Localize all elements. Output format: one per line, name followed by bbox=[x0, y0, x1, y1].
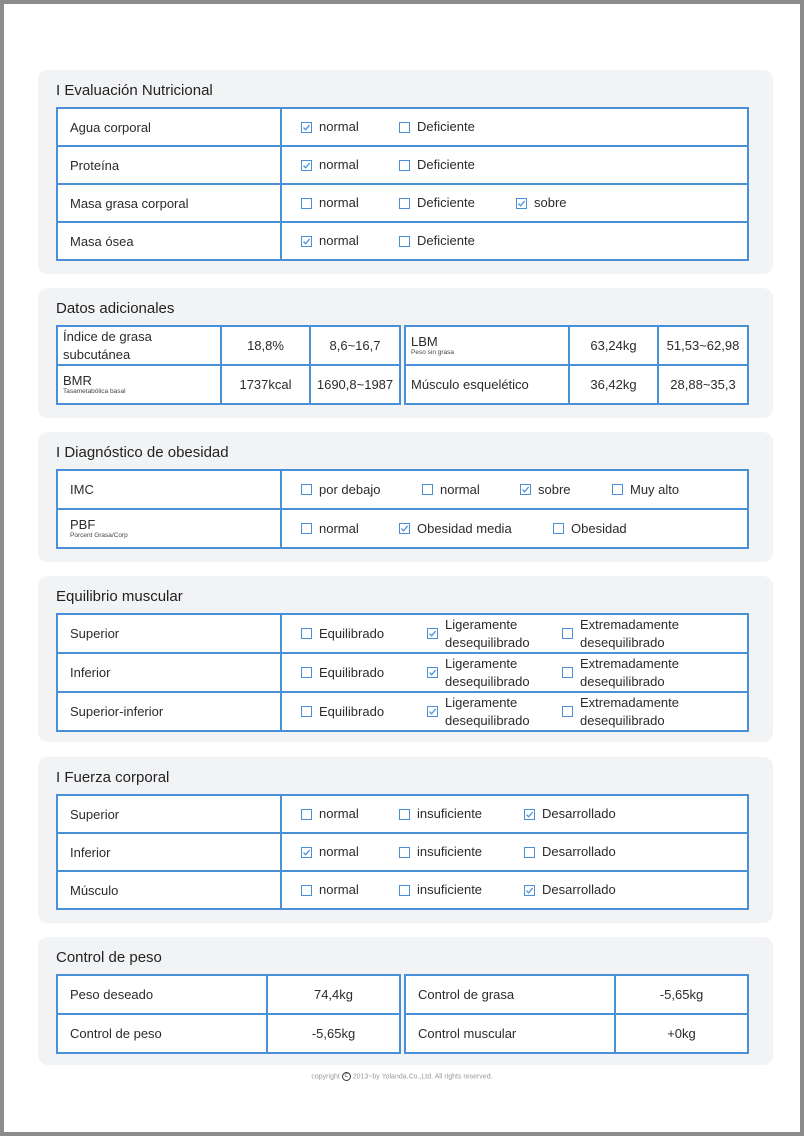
weight-label: Control de grasa bbox=[405, 975, 615, 1014]
weight-section bbox=[38, 937, 773, 1065]
checkbox[interactable] bbox=[612, 484, 623, 495]
table-row bbox=[57, 222, 748, 260]
checkbox[interactable] bbox=[301, 706, 312, 717]
report-page bbox=[4, 4, 800, 1132]
copyright-prefix: copyright bbox=[311, 1073, 340, 1081]
weight-value: -5,65kg bbox=[615, 975, 748, 1014]
checkbox[interactable] bbox=[399, 236, 410, 247]
weight-right-table bbox=[404, 974, 749, 1054]
metric-label: LBM bbox=[411, 334, 438, 349]
table-row bbox=[57, 509, 748, 548]
row-label: Superior bbox=[57, 614, 281, 653]
checkbox[interactable] bbox=[399, 809, 410, 820]
option[interactable]: Equilibrado bbox=[301, 703, 413, 721]
checkbox-checked[interactable] bbox=[524, 809, 535, 820]
checkbox[interactable] bbox=[301, 809, 312, 820]
checkbox[interactable] bbox=[562, 628, 573, 639]
checkbox-checked[interactable] bbox=[301, 160, 312, 171]
row-label: Músculo bbox=[57, 871, 281, 909]
option[interactable]: Ligeramente desequilibrado bbox=[427, 655, 562, 691]
balance-section bbox=[38, 576, 773, 742]
option[interactable]: Deficiente bbox=[399, 156, 475, 174]
table-row bbox=[57, 975, 400, 1014]
option[interactable]: Obesidad bbox=[553, 520, 627, 538]
copyright-footer bbox=[4, 1072, 800, 1081]
option[interactable]: Ligeramente desequilibrado bbox=[427, 694, 562, 730]
checkbox-checked[interactable] bbox=[301, 847, 312, 858]
table-row bbox=[57, 184, 748, 222]
checkbox[interactable] bbox=[301, 198, 312, 209]
option[interactable]: normal bbox=[301, 520, 381, 538]
option[interactable]: insuficiente bbox=[399, 805, 506, 823]
option[interactable]: Deficiente bbox=[399, 194, 499, 212]
obesity-table bbox=[56, 469, 749, 549]
option[interactable]: normal bbox=[301, 881, 381, 899]
option[interactable]: Desarrollado bbox=[524, 843, 616, 861]
option[interactable]: Extremadamente desequilibrado bbox=[562, 616, 710, 652]
option[interactable]: Ligeramente desequilibrado bbox=[427, 616, 562, 652]
weight-label: Control de peso bbox=[57, 1014, 267, 1053]
obesity-section bbox=[38, 432, 773, 562]
weight-value: +0kg bbox=[615, 1014, 748, 1053]
checkbox[interactable] bbox=[399, 847, 410, 858]
copyright-icon: C bbox=[342, 1072, 351, 1081]
option[interactable]: por debajo bbox=[301, 481, 404, 499]
row-sublabel: Porcent Grasa/Corp bbox=[70, 532, 128, 539]
section-title: Control de peso bbox=[56, 949, 162, 966]
row-label: PBF bbox=[70, 517, 96, 532]
table-row bbox=[57, 871, 748, 909]
row-label: Proteína bbox=[57, 146, 281, 184]
option[interactable]: Muy alto bbox=[612, 481, 679, 499]
option[interactable]: Extremadamente desequilibrado bbox=[562, 655, 710, 691]
option[interactable]: Deficiente bbox=[399, 118, 475, 136]
row-label: Superior bbox=[57, 795, 281, 833]
row-label: Inferior bbox=[57, 653, 281, 692]
strength-table bbox=[56, 794, 749, 910]
option[interactable]: Desarrollado bbox=[524, 881, 616, 899]
checkbox[interactable] bbox=[399, 122, 410, 133]
weight-value: -5,65kg bbox=[267, 1014, 400, 1053]
option[interactable]: normal bbox=[301, 118, 381, 136]
option[interactable]: normal bbox=[301, 156, 381, 174]
checkbox[interactable] bbox=[301, 667, 312, 678]
checkbox[interactable] bbox=[301, 484, 312, 495]
checkbox-checked[interactable] bbox=[524, 885, 535, 896]
row-label: Masa grasa corporal bbox=[57, 184, 281, 222]
option[interactable]: Deficiente bbox=[399, 232, 475, 250]
option[interactable]: insuficiente bbox=[399, 881, 506, 899]
table-row bbox=[57, 470, 748, 509]
checkbox[interactable] bbox=[301, 885, 312, 896]
metric-value: 18,8% bbox=[221, 326, 310, 365]
checkbox[interactable] bbox=[524, 847, 535, 858]
weight-label: Control muscular bbox=[405, 1014, 615, 1053]
row-label: Masa ósea bbox=[57, 222, 281, 260]
section-title: I Evaluación Nutricional bbox=[56, 82, 213, 99]
weight-value: 74,4kg bbox=[267, 975, 400, 1014]
checkbox[interactable] bbox=[422, 484, 433, 495]
option[interactable]: normal bbox=[301, 805, 381, 823]
row-label: Inferior bbox=[57, 833, 281, 871]
option[interactable]: normal bbox=[301, 194, 381, 212]
checkbox-checked[interactable] bbox=[399, 523, 410, 534]
row-label: Superior-inferior bbox=[57, 692, 281, 731]
metric-value: 36,42kg bbox=[569, 365, 658, 404]
metric-value: 63,24kg bbox=[569, 326, 658, 365]
balance-table bbox=[56, 613, 749, 732]
table-row bbox=[405, 1014, 748, 1053]
table-row bbox=[405, 365, 748, 404]
option[interactable]: normal bbox=[422, 481, 502, 499]
metric-range: 28,88~35,3 bbox=[658, 365, 748, 404]
nutrition-table bbox=[56, 107, 749, 261]
checkbox-checked[interactable] bbox=[301, 122, 312, 133]
checkbox[interactable] bbox=[301, 523, 312, 534]
option[interactable]: Desarrollado bbox=[524, 805, 616, 823]
table-row bbox=[57, 146, 748, 184]
row-label: IMC bbox=[57, 470, 281, 509]
option[interactable]: sobre bbox=[516, 194, 567, 212]
option[interactable]: Equilibrado bbox=[301, 664, 413, 682]
table-row bbox=[57, 1014, 400, 1053]
table-row bbox=[57, 795, 748, 833]
option[interactable]: sobre bbox=[520, 481, 595, 499]
option[interactable]: normal bbox=[301, 232, 381, 250]
checkbox-checked[interactable] bbox=[301, 236, 312, 247]
additional-right-table bbox=[404, 325, 749, 405]
metric-label: Músculo esquelético bbox=[405, 365, 569, 404]
checkbox-checked[interactable] bbox=[427, 628, 438, 639]
checkbox-checked[interactable] bbox=[520, 484, 531, 495]
table-row bbox=[57, 833, 748, 871]
metric-label: Índice de grasa subcutánea bbox=[63, 328, 152, 362]
checkbox[interactable] bbox=[399, 885, 410, 896]
checkbox[interactable] bbox=[399, 198, 410, 209]
metric-sublabel: Peso sin grasa bbox=[411, 349, 454, 356]
weight-left-table bbox=[56, 974, 401, 1054]
nutrition-section bbox=[38, 70, 773, 274]
table-row bbox=[57, 692, 748, 731]
metric-range: 8,6~16,7 bbox=[310, 326, 400, 365]
section-title: I Fuerza corporal bbox=[56, 769, 170, 786]
checkbox[interactable] bbox=[301, 628, 312, 639]
checkbox[interactable] bbox=[562, 667, 573, 678]
metric-label: BMR bbox=[63, 373, 92, 388]
additional-left-table bbox=[56, 325, 401, 405]
table-row bbox=[57, 326, 400, 365]
option[interactable]: Equilibrado bbox=[301, 625, 413, 643]
metric-range: 51,53~62,98 bbox=[658, 326, 748, 365]
checkbox[interactable] bbox=[562, 706, 573, 717]
table-row bbox=[57, 614, 748, 653]
section-title: Datos adicionales bbox=[56, 300, 175, 317]
option[interactable]: Extremadamente desequilibrado bbox=[562, 694, 710, 730]
table-row bbox=[57, 653, 748, 692]
metric-range: 1690,8~1987 bbox=[310, 365, 400, 404]
checkbox[interactable] bbox=[553, 523, 564, 534]
checkbox-checked[interactable] bbox=[427, 667, 438, 678]
checkbox-checked[interactable] bbox=[516, 198, 527, 209]
section-title: I Diagnóstico de obesidad bbox=[56, 444, 229, 461]
option[interactable]: Obesidad media bbox=[399, 520, 536, 538]
additional-section bbox=[38, 288, 773, 418]
weight-label: Peso deseado bbox=[57, 975, 267, 1014]
checkbox[interactable] bbox=[399, 160, 410, 171]
option[interactable]: insuficiente bbox=[399, 843, 506, 861]
table-row bbox=[405, 326, 748, 365]
row-label: Agua corporal bbox=[57, 108, 281, 146]
option[interactable]: normal bbox=[301, 843, 381, 861]
metric-value: 1737kcal bbox=[221, 365, 310, 404]
checkbox-checked[interactable] bbox=[427, 706, 438, 717]
section-title: Equilibrio muscular bbox=[56, 588, 183, 605]
copyright-text: 2013~by Yolanda.Co.,Ltd. All rights reserved. bbox=[352, 1073, 493, 1081]
metric-sublabel: Tasametabólica basal bbox=[63, 388, 126, 395]
table-row bbox=[57, 108, 748, 146]
table-row bbox=[405, 975, 748, 1014]
table-row bbox=[57, 365, 400, 404]
strength-section bbox=[38, 757, 773, 923]
